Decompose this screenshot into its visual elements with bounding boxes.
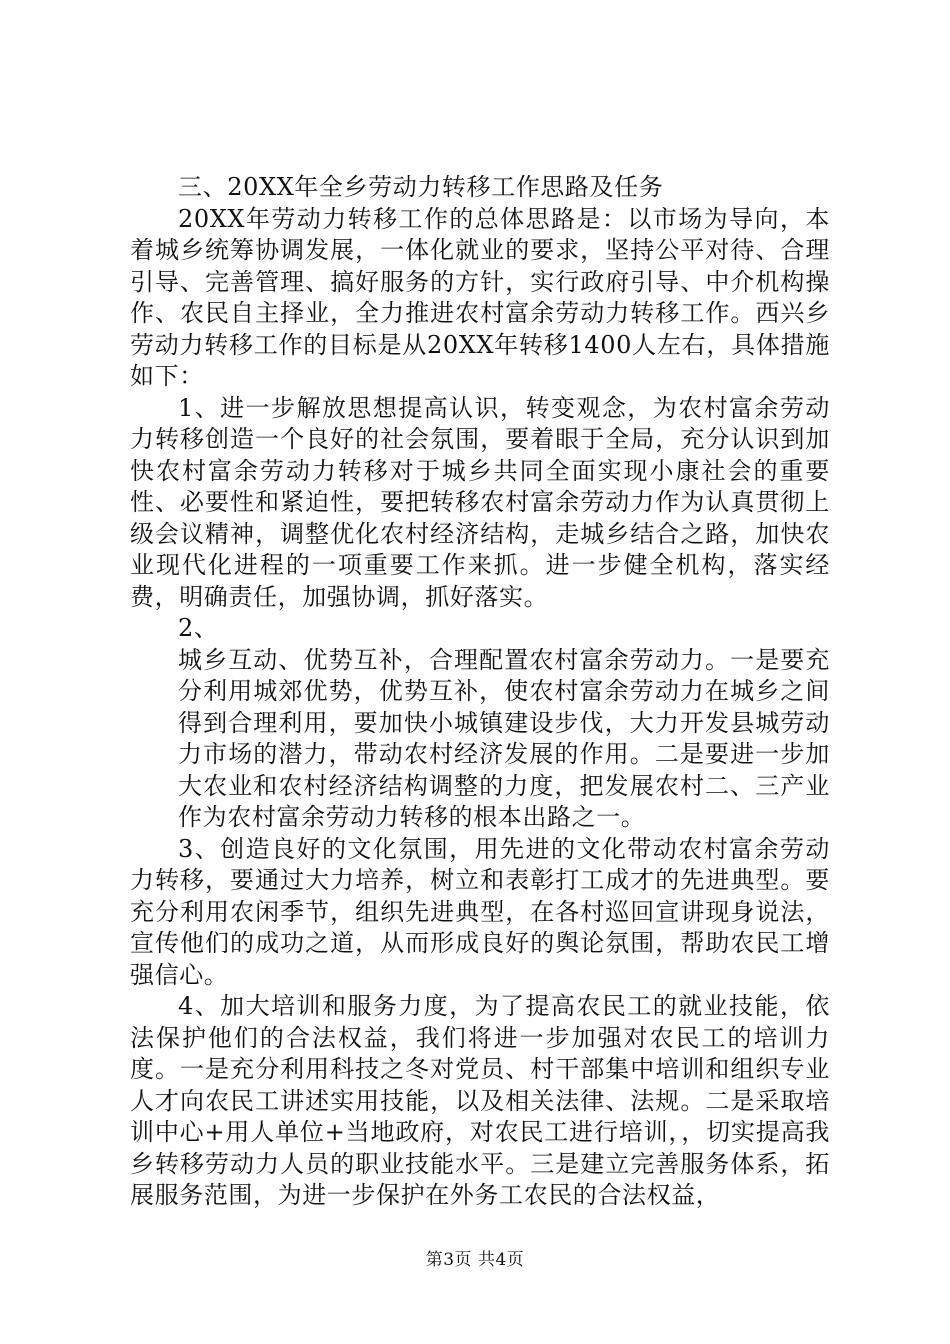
paragraph-item-1: 1、进一步解放思想提高认识，转变观念，为农村富余劳动力转移创造一个良好的社会氛围，要着眼于全局，充分认识到加快农村富余劳动力转移对于城乡共同全面实现小康社会的重要性、必要性和紧迫性，要把转移农村富余劳动力作为认真贯彻上级会议精神，调整优化农村经济结构，走城乡结合之路，加快农业现代化进程的一项重要工作来抓。进一步健全机构，落实经费，明确责任，加强协调，抓好落实。	[130, 393, 830, 611]
paragraph-item-2-body: 城乡互动、优势互补，合理配置农村富余劳动力。一是要充分利用城郊优势，优势互补，使农村富余劳动力在城乡之间得到合理利用，要加快小城镇建设步伐，大力开发县城劳动力市场的潜力，带动农村经济发展的作用。二是要进一步加大农业和农村经济结构调整的力度，把发展农村二、三产业作为农村富余劳动力转移的根本出路之一。	[178, 645, 830, 831]
paragraph-item-4: 4、加大培训和服务力度，为了提高农民工的就业技能，依法保护他们的合法权益，我们将进一步加强对农民工的培训力度。一是充分利用科技之冬对党员、村干部集中培训和组织专业人才向农民工讲述实用技能，以及相关法律、法规。二是采取培训中心+用人单位+当地政府，对农民工进行培训，，切实提高我乡转移劳动力人员的职业技能水平。三是建立完善服务体系，拓展服务范围，为进一步保护在外务工农民的合法权益，	[130, 992, 830, 1209]
paragraph-item-2-number: 2、	[178, 614, 219, 642]
page-footer: 第3页 共4页	[425, 1250, 525, 1270]
paragraph-item-3: 3、创造良好的文化氛围，用先进的文化带动农村富余劳动力转移，要通过大力培养，树立和表彰打工成才的先进典型。要充分利用农闲季节，组织先进典型，在各村巡回宣讲现身说法，宣传他们的成功之道，从而形成良好的舆论氛围，帮助农民工增强信心。	[130, 834, 830, 989]
section-heading: 三、20XX年全乡劳动力转移工作思路及任务	[178, 173, 664, 201]
paragraph-overview: 20XX年劳动力转移工作的总体思路是：以市场为导向，本着城乡统筹协调发展，一体化就业的要求，坚持公平对待、合理引导、完善管理、搞好服务的方针，实行政府引导、中介机构操作、农民自主择业，全力推进农村富余劳动力转移工作。西兴乡劳动力转移工作的目标是从20XX年转移1400人左右，具体措施如下：	[130, 204, 830, 390]
document-body	[130, 172, 830, 1212]
